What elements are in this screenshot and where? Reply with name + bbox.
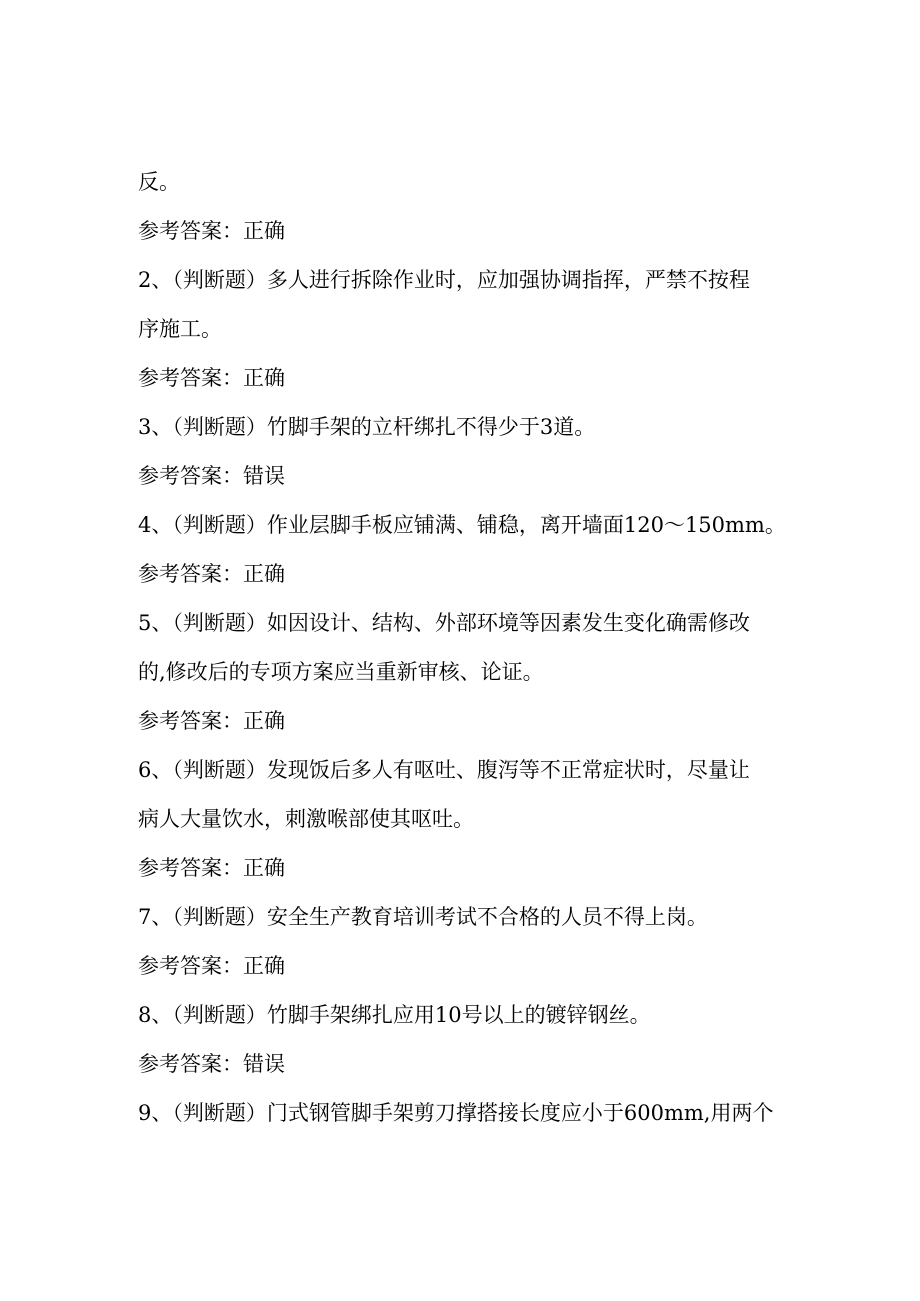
question-line: 7、（判断题）安全生产教育培训考试不合格的人员不得上岗。: [138, 905, 708, 929]
question-line: 5、（判断题）如因设计、结构、外部环境等因素发生变化确需修改: [138, 611, 750, 635]
question-continuation: 序施工。: [138, 317, 222, 341]
question-line: 3、（判断题）竹脚手架的立杆绑扎不得少于3道。: [138, 415, 596, 439]
question-continuation: 病人大量饮水，刺激喉部使其呕吐。: [138, 807, 474, 831]
answer-line: 参考答案：正确: [138, 709, 285, 733]
question-line: 4、（判断题）作业层脚手板应铺满、铺稳，离开墙面120～150mm。: [138, 513, 786, 537]
question-line: 8、（判断题）竹脚手架绑扎应用10号以上的镀锌钢丝。: [138, 1003, 651, 1027]
question-line: 9、（判断题）门式钢管脚手架剪刀撑搭接长度应小于600mm,用两个: [138, 1101, 774, 1125]
answer-line: 参考答案：正确: [138, 366, 285, 390]
answer-line: 参考答案：正确: [138, 219, 285, 243]
question-line: 6、（判断题）发现饭后多人有呕吐、腹泻等不正常症状时，尽量让: [138, 758, 750, 782]
answer-line: 参考答案：正确: [138, 856, 285, 880]
document-body: [138, 158, 788, 1138]
answer-line: 参考答案：正确: [138, 954, 285, 978]
answer-line: 参考答案：错误: [138, 1052, 285, 1076]
question-continuation: 的,修改后的专项方案应当重新审核、论证。: [138, 660, 544, 684]
answer-line: 参考答案：正确: [138, 562, 285, 586]
question-line: 2、（判断题）多人进行拆除作业时，应加强协调指挥，严禁不按程: [138, 268, 750, 292]
answer-line: 参考答案：错误: [138, 464, 285, 488]
question-continuation: 反。: [138, 170, 180, 194]
